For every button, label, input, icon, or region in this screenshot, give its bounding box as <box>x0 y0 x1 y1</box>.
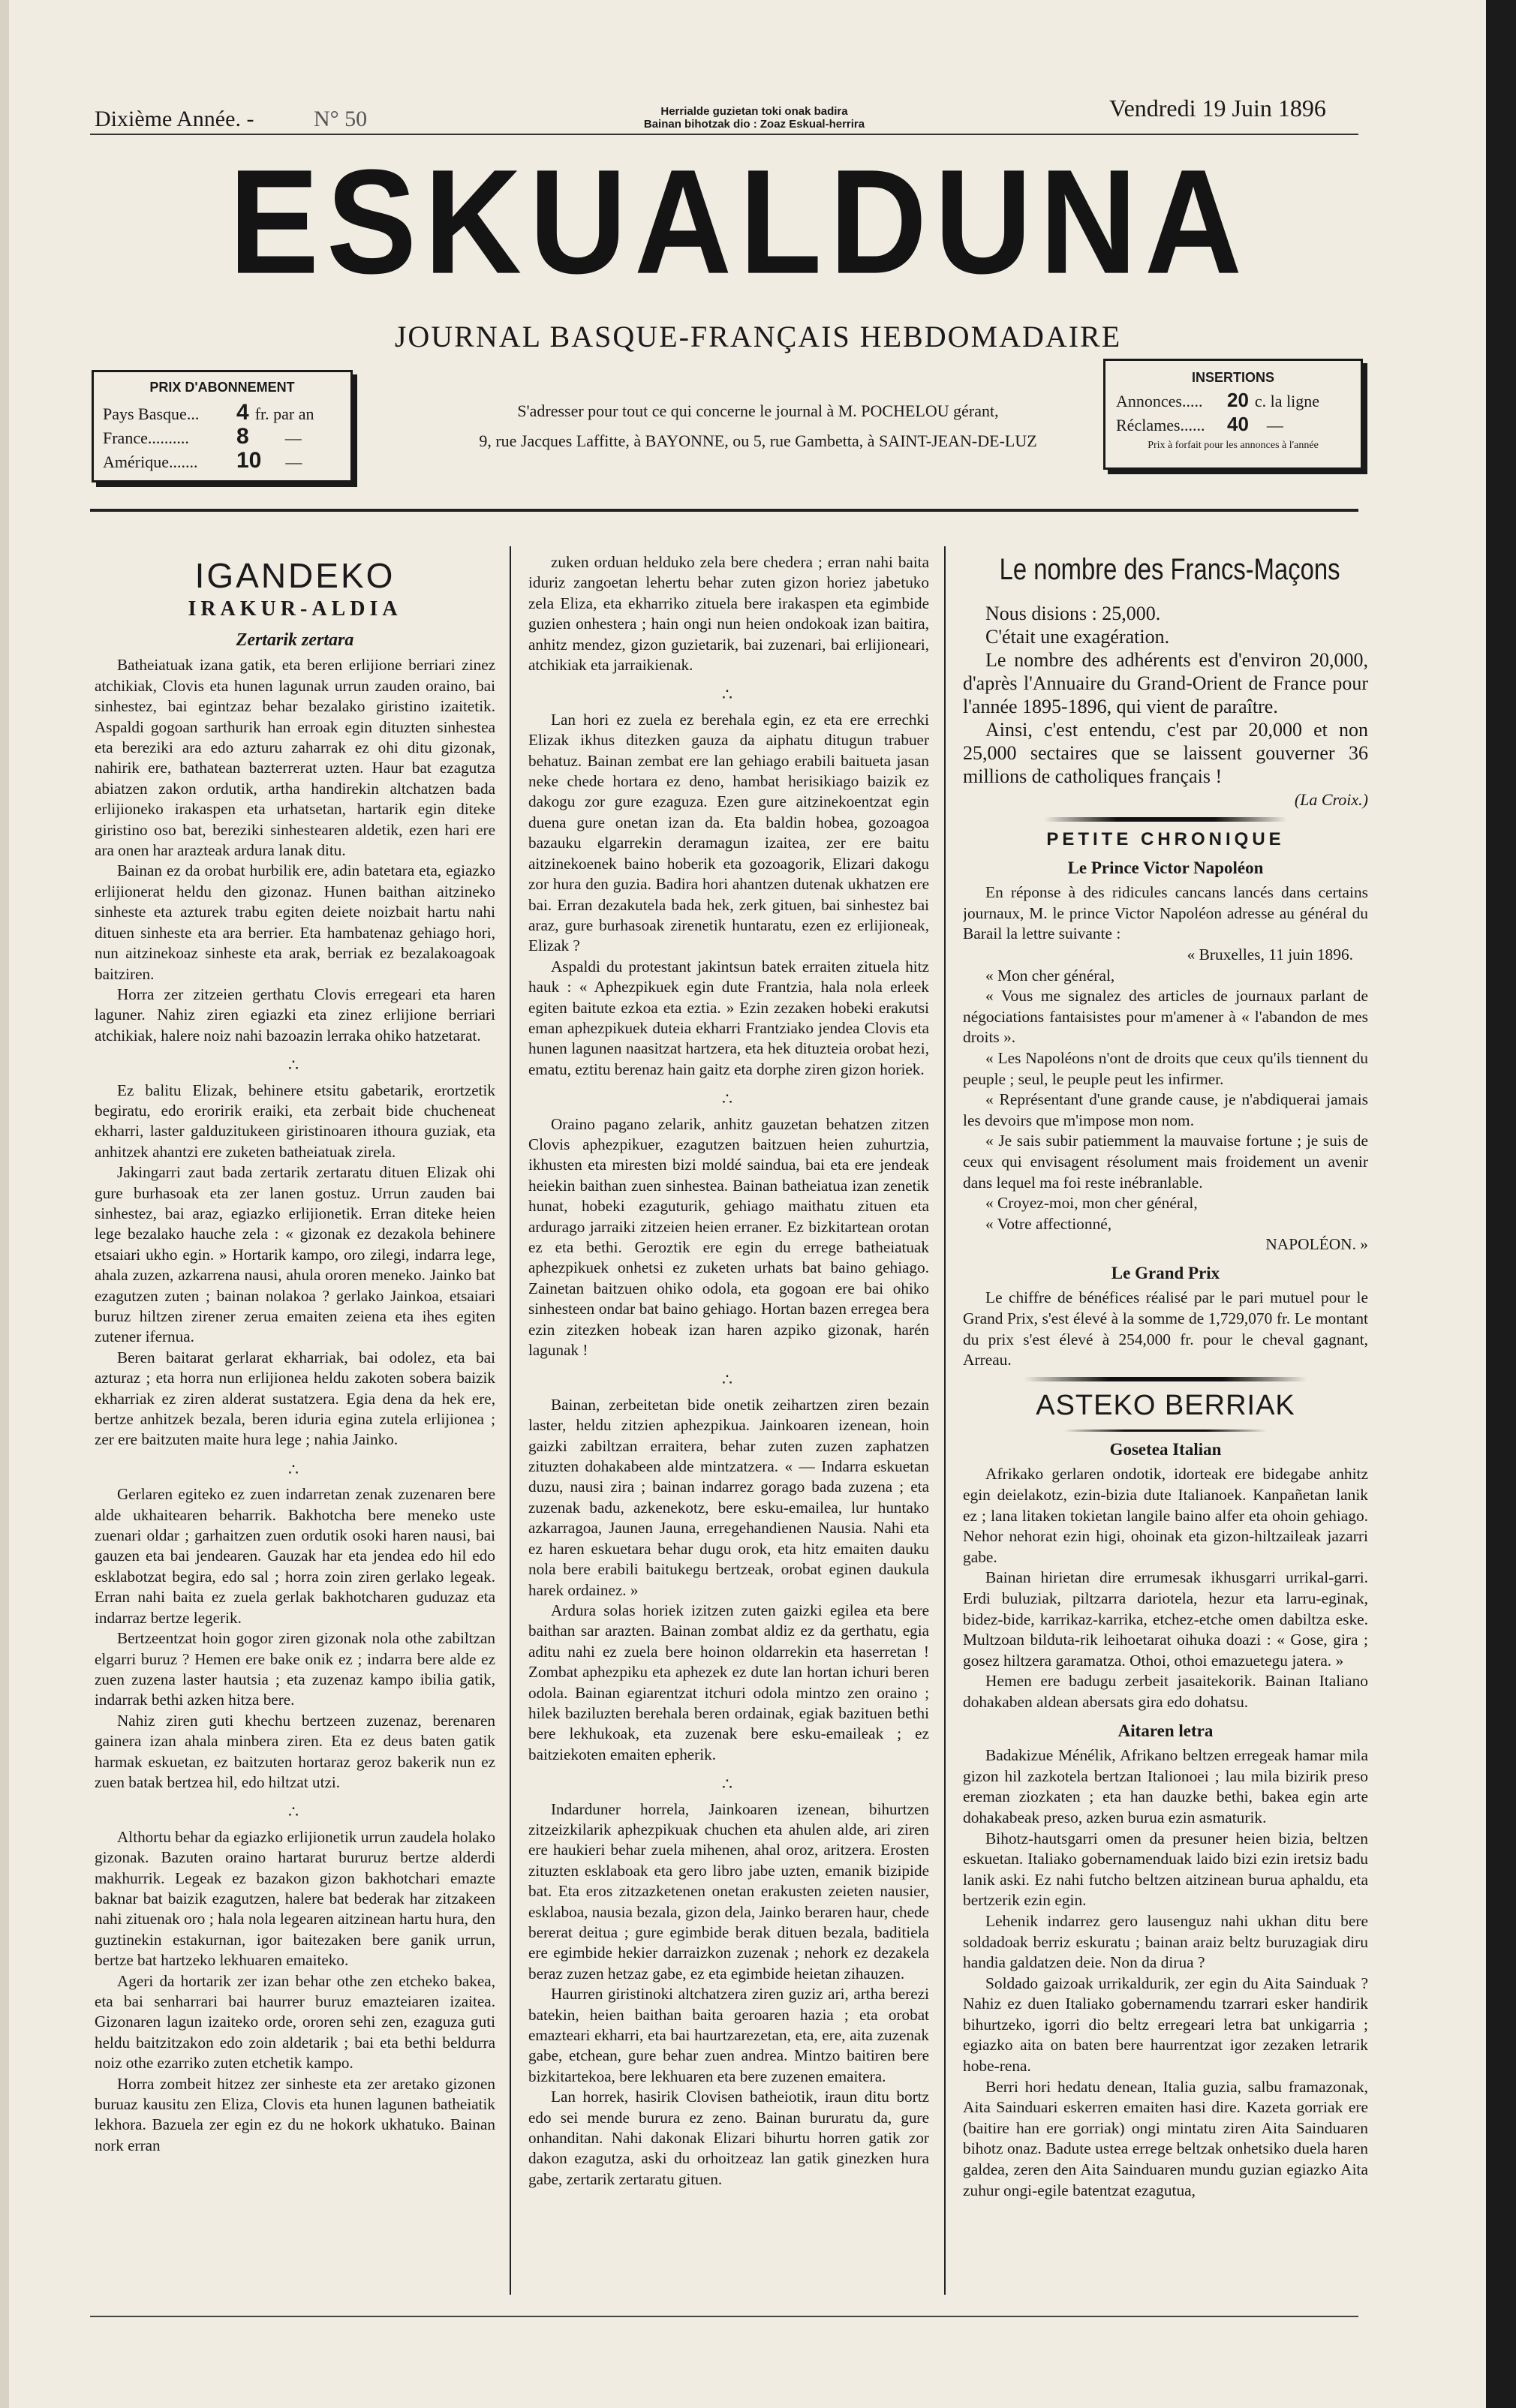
insertions-label: Réclames...... <box>1116 416 1205 434</box>
article-title: Gosetea Italian <box>1109 1439 1222 1459</box>
column-rule <box>510 546 511 2295</box>
paragraph: Althortu behar da egiazko erlijionetik urrun zaudela holako gizonak. Bazuten oraino hartarat bururuz bertze alderdi makhurrik. Legeak ez bazakon gizon bakhotchari emazte baknar bat baizik ezagutzen, halere bat bederak har zitzakeen nahi zituenak oro ; hala nola legearen aitzinean hartu hura, den guztinekin estakurnan, igor baitezaken bere ganik urrun, bertze bat hartzeko lekhuaren emaiteko. <box>95 1827 495 1970</box>
paragraph: Ageri da hortarik zer izan behar othe zen etcheko bakea, eta bai senharrari bai haurrer buruz emazteiaren izaitea. Gizonaren lagun izaiteko orde, ororen sehi zen, ezaguza guti heldu baitzitzakon edo zoin aldetarik ; bai eta bethi beldurra noiz othe ezarriko zuten etchetik kampo. <box>95 1971 495 2073</box>
year-label: Dixième Année. - <box>95 107 254 131</box>
subscription-box <box>92 370 353 483</box>
paragraph: Bainan hirietan dire errumesak ikhusgarri urrikal-garri. Erdi buluziak, piltzarra dariotela, hezur eta larru-eginak, bidez-bide, karrikaz-karrika, etchez-etche omen dabiltza eske. Multzoan bilduta-rik leihoetarat oihuka doazi : « Gose, gira ; gosez hiltzera garamatza. Othoi, othoi emazuetegu jatera. » <box>963 1568 1368 1670</box>
subscription-price: 4 <box>236 400 249 425</box>
subscription-title: PRIX D'ABONNEMENT <box>149 380 295 395</box>
column-2 <box>528 552 929 2301</box>
section-title: PETITE CHRONIQUE <box>1046 829 1285 849</box>
paragraph: Lehenik indarrez gero lausenguz nahi ukhan ditu bere soldadoak berriz eskuratu ; bainan araiz beltz buruzagiak diru handia galdatzen deie. Non da dirua ? <box>963 1911 1368 1972</box>
column-1-subheading: IRAKUR-ALDIA <box>188 597 402 621</box>
footer-rule <box>90 2316 1358 2317</box>
paragraph: En réponse à des ridicules cancans lancés dans certains journaux, M. le prince Victor Napoléon adresse au général du Barail la lettre suivante : <box>963 883 1368 943</box>
issue-number: N° 50 <box>314 107 368 131</box>
subscription-price: 10 <box>236 448 262 473</box>
paragraph: Nahiz ziren guti khechu bertzeen zuzenaz, berenaren gainera izan ahala minbera ziren. Eta ez deus baten gatik harmak eskuetan, ez baitzuten hortaraz geroz bakerik nun ez zuen batak bertzea hil, edo hiltzat utzi. <box>95 1711 495 1791</box>
section-separator: ∴ <box>722 1090 735 1109</box>
article-title: Zertarik zertara <box>236 630 354 650</box>
paragraph: Afrikako gerlaren ondotik, idorteak ere bidegabe anhitz egin deielakotz, ezin-bizia dute Italianoek. Kanpañetan lanik ez ; lana litaken tokietan langile baino alfer eta ohoin gehiago. Nehor nehorat ezin higi, ohoinak eta gizon-hiltzaileak jazarri gabe. <box>963 1465 1368 1566</box>
motto-line-1: Herrialde guzietan toki onak badira <box>660 105 848 118</box>
article-title: Le Grand Prix <box>1111 1263 1220 1282</box>
paragraph: Beren baitarat gerlarat ekharriak, bai odolez, eta bai azturaz ; eta horra nun erlijionea heldu zakoten sobera baizik ekharriak ez ziren alderat sustatzera. Egia dena da hek ere, bertze anhitzek bezala, beren iduria egina zutela erlijionea ; zer ere baitzuten maite hura lege ; nahia Jainko. <box>95 1348 495 1449</box>
column-rule <box>944 546 946 2295</box>
insertions-unit: c. la ligne <box>1254 392 1320 410</box>
ornamental-rule <box>1024 1377 1307 1381</box>
article-title: Le nombre des Francs-Maçons <box>999 553 1340 586</box>
paragraph: Bihotz-hautsgarri omen da presuner heien bizia, beltzen eskuetan. Italiako gobernamenduak laido bizi ezin iretsiz badu lanik aski. Ez nahi futcho beltzen aitzinean burua aphaldu, eta bertzerik ezin egin. <box>963 1829 1368 1910</box>
address-line-2: 9, rue Jacques Laffitte, à BAYONNE, ou 5, rue Gambetta, à SAINT-JEAN-DE-LUZ <box>479 431 1037 450</box>
paragraph: Bertzeentzat hoin gogor ziren gizonak nola othe zabiltzan elgarri buruz ? Hemen ere bake onik ez ; indarra bere alde ez zuen zuzena laster hautsia ; eta zuzenaz kampo ibilia gatik, indarrak bethi azken hitza bere. <box>95 1629 495 1709</box>
address-block <box>375 396 1141 456</box>
article-title: Le Prince Victor Napoléon <box>1067 858 1264 877</box>
letter-paragraph: « Croyez-moi, mon cher général, <box>985 1194 1198 1213</box>
article-title: Aitaren letra <box>1117 1721 1214 1740</box>
paragraph: Lan hori ez zuela ez berehala egin, ez eta ere errechki Elizak ikhus ditezken gauza da aiphatu ditugun trabuer behatuz. Bainan zembat ere lan gehiago erabili baitueta jasan neke chede hortara ez deno, hambat herisikiago baizik ez dakogu zor gure ezaguza. Ezen gure aitzinekoentzat egin duena gure onetan izan da. Eta baldin hobea, gozoagoa bazauku elgarrekin deramagun izaitea, zer ere baitu aitzinekoenek baino hoberik eta gozoagorik, Elizari dakogu zor hura den guzia. Badira hori ahantzen dutenak ukhatzen ere bai. Erran dezakutela bada hek, zerk gituen, bai sinhestez bai araz, gure burhasoak zirenetik huntaratu, ezen ez erlijioneak, Elizak ? <box>528 710 929 955</box>
insertions-title: INSERTIONS <box>1191 370 1274 385</box>
paragraph: Indarduner horrela, Jainkoaren izenean, bihurtzen zitzeizkilarik aphezpikuak chuchen eta ahulen alde, ari ziren ere haukieri behar zuela mihenen, ahal oroz, aritzera. Erosten zituzten esklaboak eta gero libro jabe uzten, emanik bizipide bat. Eta eros zitzazketenen onetan erakusten zeieten nausier, esklaboa, nausia bezala, gizon dela, Jainko beraren haur, chede bererat deitua ; gure egimbide berak dituen bezala, baditiela ere egimbide hekier darraizkon zuzenak ; nehork ez dezakela beraz zuzen hetzaz gabe, ez eta egimbide heietan zihauzen. <box>528 1799 929 1983</box>
header-rule <box>90 134 1358 135</box>
letter-paragraph: « Vous me signalez des articles de journaux parlant de négociations fantaisistes pour m'amener à « l'abandon de mes droits ». <box>963 987 1368 1047</box>
insertions-unit: — <box>1266 416 1283 434</box>
letter-paragraph: « Représentant d'une grande cause, je n'abdiquerai jamais les devoirs que m'impose mon nom. <box>963 1090 1368 1129</box>
paragraph: Ez balitu Elizak, behinere etsitu gabetarik, erortzetik begiratu, edo eroririk eraiki, eta zerbait bide chucheneat ekharri, laster galduzitukeen giristinoaren ithoura guziak, eta anhitzek ahantzi ere zuketen batheiatuak zirela. <box>95 1081 495 1161</box>
insertions-row <box>1116 413 1350 437</box>
letter-paragraph: « Je sais subir patiemment la mauvaise fortune ; je suis de ceux qui envisagent résolument mais froidement un avenir dans lequel ma foi reste inébranlable. <box>963 1132 1368 1192</box>
insertions-note: Prix à forfait pour les annonces à l'année <box>1148 440 1319 451</box>
paragraph: Haurren giristinoki altchatzera ziren guziz ari, artha berezi batekin, heien baithan baita geroaren hazia ; eta orobat emazteari ekharri, eta bai haurtzarezetan, eta, ere, aita zuzenak gabe, etchean, gure behar zuen andrea. Mintzo baitiren bere bizkitartekoa, bere lekhuaren eta bere zuzenen emaitera. <box>528 1985 929 2085</box>
paragraph: Horra zombeit hitzez zer sinheste eta zer aretako gizonen buruaz kausitu zen Eliza, Clovis eta hunen lagunen batheiatik lekhora. Bazuela zer egin ez du ne hokork ukhatuko. Bainan nork erran <box>95 2074 495 2154</box>
dateline: « Bruxelles, 11 juin 1896. <box>1187 945 1353 964</box>
paragraph: Le nombre des adhérents est d'environ 20,000, d'après l'Annuaire du Grand-Orient de France pour l'année 1895-1896, qui vient de paraître. <box>963 649 1368 717</box>
column-1 <box>95 555 495 2386</box>
signature: NAPOLÉON. » <box>1265 1235 1368 1254</box>
section-title: ASTEKO BERRIAK <box>1036 1389 1295 1421</box>
paragraph: Badakizue Ménélik, Afrikano beltzen erregeak hamar mila gizon hil zazkotela bertzan Italionoei ; lau mila bizirik preso ereman ziozkaten ; eta han dauzke bethi, bakea egin arte dohakabeak preso, azken burua ezin asmaturik. <box>963 1746 1368 1826</box>
section-separator: ∴ <box>722 1370 735 1390</box>
paragraph: Ainsi, c'est entendu, c'est par 20,000 et non 25,000 sectaires que se laissent gouverner 36 millions de catholiques français ! <box>963 719 1368 787</box>
section-separator: ∴ <box>288 1802 302 1822</box>
ornamental-rule <box>1064 1429 1267 1432</box>
subscription-label: France.......... <box>103 428 189 447</box>
subscription-unit: — <box>284 428 302 447</box>
insertions-price: 20 <box>1227 389 1249 411</box>
paragraph: Berri hori hedatu denean, Italia guzia, salbu framazonak, Aita Sainduari eskerren emaiten hasi dire. Kazeta gorriak ere (baitire han ere gorriak) ongi mintatu ziren Aita Sainduaren bihotz onaz. Badute ustea errege beltzak onhetsiko duela haren galdea, zeren den Aita Sainduaren mundu guzian egiazko Aita zuhur ongi-egile batentzat ezagutua, <box>963 2077 1368 2199</box>
subscription-row <box>103 400 341 424</box>
paragraph: Soldado gaizoak urrikaldurik, zer egin du Aita Sainduak ? Nahiz ez duen Italiako gobernamendu tzarrari esker handirik bihurtzeko, igorri dio beltz erregeari letra bat unkigarria ; egiazko aita on baten bere haurrentzat igor zezaken letrarik hobe-rena. <box>963 1974 1368 2076</box>
subscription-row <box>103 424 341 448</box>
paragraph: Nous disions : 25,000. <box>985 603 1161 624</box>
insertions-label: Annonces..... <box>1116 392 1203 410</box>
address-line-1: S'adresser pour tout ce qui concerne le journal à M. POCHELOU gérant, <box>517 401 999 420</box>
subscription-unit: — <box>285 452 302 471</box>
paragraph: Horra zer zitzeien gerthatu Clovis erregeari eta haren laguner. Nahiz ziren egiazki eta zinez erlijione berriari atchikiak, halere noiz nahi bazoazin lerraka ohiko hatzetarat. <box>95 985 495 1045</box>
paragraph: Oraino pagano zelarik, anhitz gauzetan behatzen zitzen Clovis aphezpikuer, ezagutzen baitzuen heien zuhurtzia, ikhusten eta miresten bizi moldé saindua, bai eta ere jendeak heiekin baithan zuen sinhestea. Bainan batheiatua izan zenetik hunat, hobeki ezaguturik, gehiago maithatu zituen eta ardurago jarraiki zitzeien heien erraner. Ez bizkitartean orotan ez eta bethi. Geroztik ere egin du errege batheiatuak aphezpikuek onhetsi ez zuketen urhats bat baino gehiago. Zainetan baitzuen ohiko odola, eta gogoan ere bai ohiko sinhesteen ondar bat baino gehiago. Hortan bazen erregea bera ezin zitezken hobeak izan haren azpiko gizonak, harén lagunak ! <box>528 1114 929 1360</box>
section-separator: ∴ <box>288 1460 302 1479</box>
issue-date: Vendredi 19 Juin 1896 <box>1109 95 1326 122</box>
letter-paragraph: « Votre affectionné, <box>985 1214 1112 1233</box>
paragraph: Aspaldi du protestant jakintsun batek erraiten zituela hitz hauk : « Aphezpikuek egin dute Frantzia, hala nola erleek egiten baitute ezkoa eta eztia. » Ezin zezaken hobeki erakutsi eman aphezpikuek duteia ekharri Frantziako jendea Clovis eta hunen lagunen naasitzat hartzera, eta hek dituzteia orobat hezi, ematu, eztitu berenaz hain gaitz eta dorphe ziren gizon horiek. <box>528 957 929 1078</box>
motto <box>578 105 931 131</box>
paragraph: zuken orduan helduko zela bere chedera ; erran nahi baita iduriz zangoetan lehertu behar zuten gizon horiez jabetuko zela Eliza, eta ekharriko zituela bere irakaspen eta egimbide guzien onhestera ; hain ongi nun heien ondokoak izan baitira, anhitz mendez, gizon guzietarik, bai zuzenari, bai erlijioneari, atchikiak eta jarraikienak. <box>528 553 929 675</box>
subscription-row <box>103 448 341 472</box>
paragraph: Gerlaren egiteko ez zuen indarretan zenak zuzenaren bere alde ukhaitearen beharrik. Bakhotcha bere meneko uste zuenari oldar ; garhaitzen zuen ordutik osoki haren nausi, bai gauzen eta bai jendearen. Gauzak har eta jendea edo hil edo esklabotzat begira, edo sal ; horra zoin ziren gerlako legeak. Erran nahi baita ez zuela gerlak bakhotcharen guduzaz eta indarraz bertze legerik. <box>95 1485 495 1627</box>
paragraph: Ardura solas horiek izitzen zuten gaizki egilea eta bere baithan sar arazten. Bainan zombat aldiz ez da gerthatu, egia aditu nahi ez zuela bere hoinon oldarrekin eta haserretan ! Zombat aphezpiku eta aphezek ez dute lan hortan ichuri beren odola. Bainan egiarentzat itchuri odola mintzo zen oraino ; hilek baziluzten berehala beren ordainak, egiak bazituen bethi bere lekhukoak, eta zuzenak bere esku-emaileak ; ez baitziekoten emaiten epherik. <box>528 1601 929 1763</box>
section-separator: ∴ <box>722 1775 735 1794</box>
paragraph: Hemen ere badugu zerbeit jasaitekorik. Bainan Italiano dohakaben aldean abersats gira edo dohatsu. <box>963 1672 1368 1711</box>
motto-line-2: Bainan bihotzak dio : Zoaz Eskual-herrira <box>643 118 865 131</box>
source-credit: (La Croix.) <box>1294 790 1368 809</box>
subscription-unit: fr. par an <box>254 404 314 423</box>
paragraph: Bainan ez da orobat hurbilik ere, adin batetara eta, egiazko erlijionerat heldu den gizonaz. Hunen baithan aitzineko sinheste eta azturek trabu egiten deiete noizbait hartu nahi dituen sinheste eta ara berrier. Eta hambatenaz gehiago hori, nun aitzinekoaz sinheste eta arak, berriak ez bezalakoagoak baitziren. <box>95 861 495 983</box>
paragraph: Lan horrek, hasirik Clovisen batheiotik, iraun ditu bortz edo sei mende burura ez zeno. Bainan bururatu da, gure onhanditan. Nahi dakonak Elizari bihurtu horren gatik zor dakon ezagutza, aski du orhoitzeaz lan gatik ginezken hura gabe, zertarik zertaratu gituen. <box>528 2088 929 2188</box>
paragraph: Le chiffre de bénéfices réalisé par le pari mutuel pour le Grand Prix, s'est élevé à la somme de 1,729,070 fr. Le montant du prix s'est élevé à 254,000 fr. pour le cheval gagnant, Arreau. <box>963 1288 1368 1369</box>
insertions-price: 40 <box>1227 413 1249 435</box>
masthead-title: ESKUALDUNA <box>229 139 1250 305</box>
subscription-label: Amérique....... <box>103 452 198 471</box>
column-1-heading: IGANDEKO <box>194 556 396 595</box>
section-separator: ∴ <box>722 685 735 705</box>
ornamental-rule <box>1044 817 1287 822</box>
column-3 <box>963 548 1368 2304</box>
paragraph: Batheiatuak izana gatik, eta beren erlijione berriari zinez atchikiak, Clovis eta hunen lagunak urrun zauden oraino, bai sinhestez, bai egintzaz behar bezalako giristino izaitetik. Aspaldi gogoan sarthurik han erroak egin dituzten sinhestea eta bereziki ara edo azturu zaharrak ez ohi ditu gizonak, nahirik ere, bathatean bazterrerat uzten. Haur bat ezagutza abiatzen zakon ordutik, artha handirekin altchatzen bada erlijioneko irakaspen eta urhatsetan, hartarik egin diteke giristino oso bat, bereziki sinhestearen aldetik, ezen hari ere ara onen har arazteak ardura lanak ditu. <box>95 656 495 860</box>
insertions-box <box>1103 359 1363 470</box>
paragraph: Jakingarri zaut bada zertarik zertaratu dituen Elizak ohi gure burhasoak eta zer lanen gostuz. Urrun zauden bai sinhestez, bai araz, egiazko erlijionetik. Erran diteke heien lege bezalako hauche zela : « gizonak ez dezakola behinere etsaiari ukho egin. » Hortarik kampo, oro zilegi, indarra lege, ahala zuzen, azkarrena nausi, ahula ororen meneko. Jainko bat ezagutzen zuten ; bainan nolakoa ? gerlako Jainkoa, etsaiari buruz hiltzen zirener zerua emaiten zeiena eta ihes egiten zutener ifernua. <box>95 1163 495 1346</box>
header-bottom-rule <box>90 509 1358 512</box>
paragraph: C'était une exagération. <box>985 626 1170 648</box>
subscription-label: Pays Basque... <box>103 404 200 423</box>
masthead-subtitle: JOURNAL BASQUE-FRANÇAIS HEBDOMADAIRE <box>394 320 1122 353</box>
paragraph: Bainan, zerbeitetan bide onetik zeihartzen ziren bezain laster, heldu zitzien aphezpikua. Jainkoaren izenean, hoin gaizki zabiltzan erraitera, behar zuten zuzen zaphatzen zituzten dohakabeen alde mintzatzera. « — Indarra eskuetan duzu, nausi zira ; bainan indarrez gorago bada zuzena ; eta zuzenak badu, azkenekotz, bere esku-emailea, lur huntako azkarragoa, Jaunen Jauna, erregehandienen Nausia. Nahi eta ez haren eskuetara behar dugu orok, eta hitz emaiten dauku nola bere erabili baitukegu bertzeak, orobat eginen daukula harek ordainez. » <box>528 1395 929 1599</box>
subscription-price: 8 <box>236 424 249 449</box>
francs-macons-article <box>963 602 1368 811</box>
section-separator: ∴ <box>288 1056 302 1075</box>
letter-paragraph: « Les Napoléons n'ont de droits que ceux qu'ils tiennent du peuple ; seul, le peuple peut les infirmer. <box>963 1048 1368 1088</box>
insertions-row <box>1116 389 1350 413</box>
letter-paragraph: « Mon cher général, <box>985 966 1115 985</box>
